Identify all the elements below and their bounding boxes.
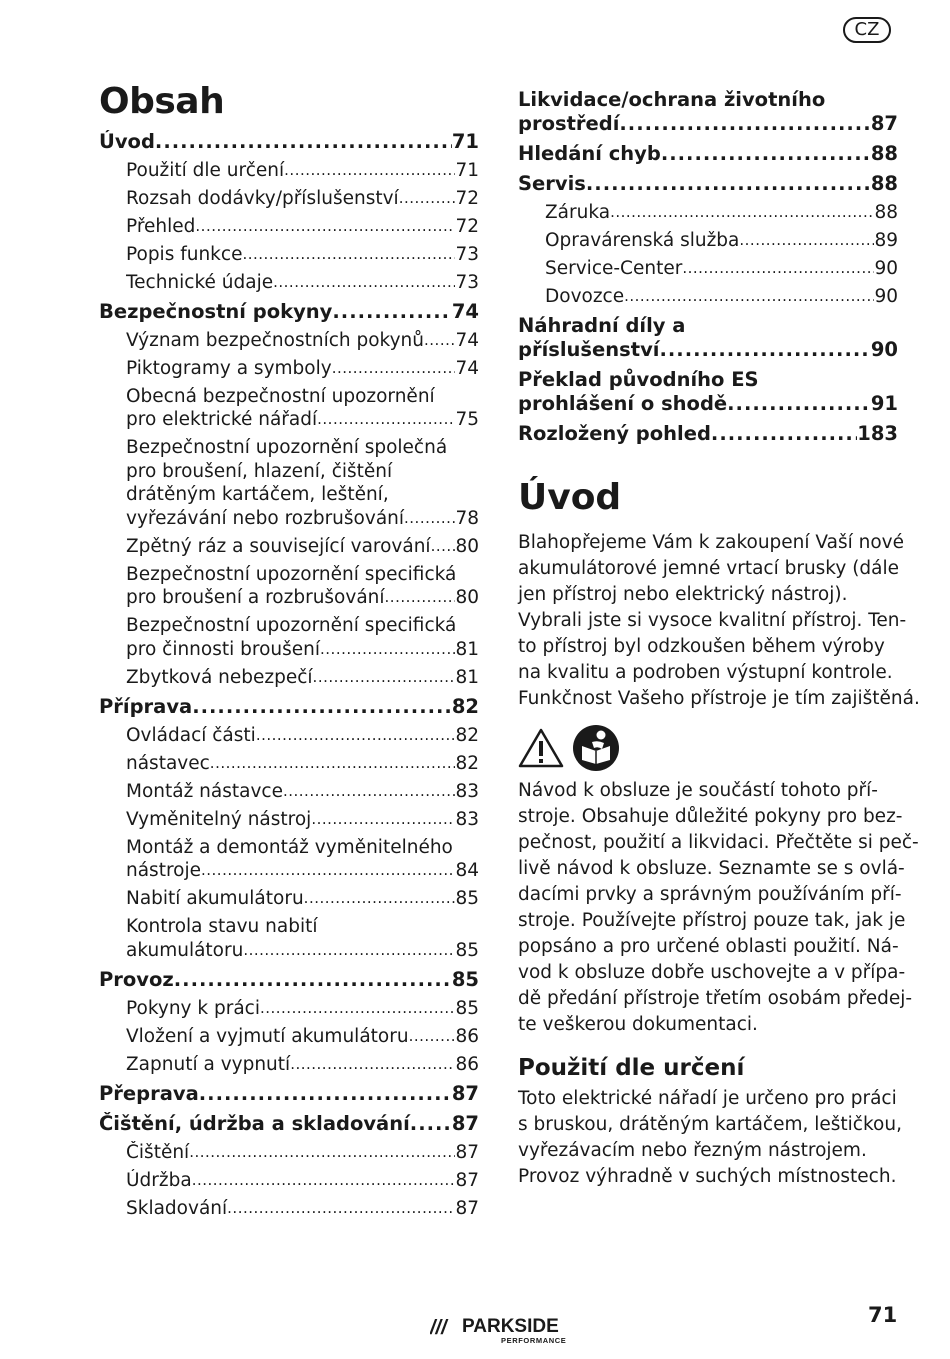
parkside-logo [430,1312,580,1346]
manual-paragraph [518,778,919,1038]
toc-entry-text: vyřezávání nebo rozbrušování [126,507,405,529]
toc-leader-dots [610,201,874,225]
page-number: 71 [868,1303,898,1327]
toc-section-entry[interactable] [518,314,898,362]
toc-entry-text: Servis [518,172,586,195]
toc-row [518,112,898,136]
toc-row [126,586,479,610]
toc-leader-dots [192,1169,456,1193]
toc-entry-text: Zbytková nebezpečí [126,666,313,688]
toc-row [99,695,479,719]
toc-leader-dots [189,1141,455,1165]
toc-entry-text: Použití dle určení [126,159,285,181]
toc-row [518,338,898,362]
toc-leader-dots [260,997,455,1021]
toc-page-number: 72 [455,215,479,237]
toc-subentry[interactable] [99,614,479,661]
toc-page-number: 87 [870,112,898,135]
toc-page-number: 91 [870,392,898,415]
toc-leader-dots [290,1053,455,1077]
toc-leader-dots [727,392,871,416]
toc-row [518,392,898,416]
text-line: pečnost, použití a likvidaci. Přečtěte si peč- [518,832,919,853]
toc-row [126,187,479,211]
toc-entry-text: Ovládací části [126,724,256,746]
toc-leader-dots [409,1025,456,1049]
toc-row [126,887,479,911]
toc-subentry[interactable] [99,1053,479,1077]
toc-page-number: 80 [455,587,479,608]
toc-entry-text: Montáž a demontáž vyměnitelného [126,836,453,858]
toc-leader-dots [199,1082,452,1106]
toc-entry-text: Zpětný ráz a související varování [126,535,431,557]
toc-page-number: 87 [455,1141,479,1163]
toc-entry-text: Bezpečnostní upozornění společná [126,437,448,458]
toc-subentry[interactable] [99,187,479,211]
toc-page-number: 86 [455,1025,479,1047]
toc-row [126,752,479,776]
toc-subentry[interactable] [99,887,479,911]
toc-entry-text: Rozložený pohled [518,422,711,445]
toc-page-number: 83 [455,808,479,830]
toc-page-number: 73 [455,243,479,265]
toc-leader-dots [711,422,857,446]
toc-entry-text: pro broušení a rozbrušování [126,587,385,608]
toc-page-number: 85 [455,939,479,961]
toc-subentry[interactable] [99,159,479,183]
intended-use-paragraph [518,1086,902,1190]
text-line: vyřezávacím nebo řezným nástrojem. [518,1140,867,1161]
toc-entry-text: pro broušení, hlazení, čištění [126,460,393,482]
text-line: vod k obsluze dobře uschovejte a v přípa- [518,962,906,983]
toc-entry-text: Piktogramy a symboly [126,357,332,379]
toc-entry-text: Úvod [99,130,155,153]
toc-page-number: 90 [870,338,898,361]
toc-row [126,329,479,353]
toc-page-number: 74 [455,357,479,379]
toc-entry-text: prohlášení o shodě [518,392,728,415]
toc-entry-text: drátěným kartáčem, leštění, [126,484,389,505]
toc-row [126,1169,479,1193]
toc-entry-text: Údržba [126,1169,192,1191]
warning-triangle-icon [518,727,564,769]
toc-leader-dots [174,968,452,992]
toc-subentry[interactable] [99,357,479,381]
toc-row [126,859,479,883]
toc-row [126,408,479,432]
toc-subentry[interactable] [99,1141,479,1165]
toc-entry-text: Bezpečnostní upozornění specifická [126,615,457,636]
toc-page-number: 86 [455,1053,479,1075]
toc-leader-dots [256,724,456,748]
toc-row [99,1112,479,1136]
text-line: to přístroj byl odzkoušen během výroby [518,636,885,657]
toc-row [545,257,898,281]
toc-page-number: 85 [451,968,479,991]
toc-subentry[interactable] [518,285,898,309]
toc-entry-text: Význam bezpečnostních pokynů [126,329,425,351]
toc-row [126,159,479,183]
toc-leader-dots [155,130,452,154]
toc-row [545,285,898,309]
toc-leader-dots [273,271,455,295]
toc-leader-dots [304,887,456,911]
toc-page-number: 87 [451,1082,479,1105]
text-line: Návod k obsluze je součástí tohoto pří- [518,780,878,801]
toc-entry-text: Obecná bezpečnostní upozornění [126,385,435,407]
logo-mark: /// [430,1317,447,1339]
text-line: dě předání přístroje třetím osobám předej- [518,988,913,1009]
toc-section-entry[interactable] [99,1112,479,1136]
toc-page-number: 89 [874,229,898,251]
toc-page-number: 88 [870,142,898,165]
toc-section-entry[interactable] [518,142,898,166]
toc-row [126,535,479,559]
logo-sub: PERFORMANCE [501,1336,567,1345]
toc-row [126,1197,479,1221]
toc-page-number: 75 [455,409,479,430]
toc-page-number: 74 [451,300,479,323]
intro-paragraph [518,530,920,712]
toc-subentry[interactable] [99,1025,479,1049]
toc-subentry[interactable] [99,666,479,690]
toc-row [126,997,479,1021]
toc-leader-dots [586,172,871,196]
toc-leader-dots [385,586,456,610]
toc-entry-text: Hledání chyb [518,142,661,165]
toc-entry-text: Bezpečnostní pokyny [99,300,333,323]
toc-row [518,172,898,196]
toc-row [518,142,898,166]
toc-row [99,1082,479,1106]
toc-page-number: 73 [455,271,479,293]
toc-row [99,300,479,324]
toc-section-entry[interactable] [518,368,898,416]
toc-leader-dots [399,187,456,211]
text-line: s bruskou, drátěným kartáčem, leštičkou, [518,1114,902,1135]
toc-row [518,422,898,446]
toc-row [545,229,898,253]
toc-entry-text: Technické údaje [126,271,274,293]
toc-leader-dots [659,338,870,362]
toc-subentry[interactable] [99,808,479,832]
toc-subentry[interactable] [99,915,479,962]
text-line: na kvalitu a podroben výstupní kontrole. [518,662,893,683]
toc-row [126,638,479,662]
toc-section-entry[interactable] [518,172,898,196]
toc-leader-dots [431,535,456,559]
toc-page-number: 87 [455,1169,479,1191]
toc-leader-dots [195,215,455,239]
text-line: livě návod k obsluze. Seznamte se s ovlá- [518,858,905,879]
toc-leader-dots [242,243,455,267]
toc-entry-text: Čištění, údržba a skladování [99,1112,410,1135]
text-line: dacími prvky a správným používáním pří- [518,884,902,905]
toc-entry-text: Rozsah dodávky/příslušenství [126,187,399,209]
toc-row [126,271,479,295]
toc-leader-dots [313,666,456,690]
intro-heading: Úvod [518,477,622,518]
toc-row [126,666,479,690]
toc-page-number: 74 [455,329,479,351]
right-column [518,82,920,1190]
toc-subentry[interactable] [518,257,898,281]
toc-entry-text: Opravárenská služba [545,229,740,251]
toc-page-number: 81 [455,666,479,688]
text-line: Blahopřejeme Vám k zakoupení Vaší nové [518,532,904,553]
toc-subentry[interactable] [99,329,479,353]
toc-subentry[interactable] [99,724,479,748]
toc-subentry[interactable] [99,215,479,239]
toc-page-number: 72 [455,187,479,209]
toc-entry-text: nástroje [126,860,201,881]
toc-list-right [518,88,898,446]
toc-row [126,780,479,804]
toc-row [126,357,479,381]
toc-row [99,130,479,154]
toc-section-entry[interactable] [99,968,479,992]
toc-row [126,1025,479,1049]
toc-leader-dots [332,357,456,381]
toc-entry-text: pro činnosti broušení [126,638,321,660]
toc-page-number: 82 [455,724,479,746]
toc-leader-dots [317,408,455,432]
toc-entry-text: Kontrola stavu nabití [126,916,318,937]
toc-leader-dots [619,112,870,136]
text-line: te veškerou dokumentaci. [518,1014,758,1035]
toc-entry-text: Příprava [99,695,193,718]
intended-use-heading: Použití dle určení [518,1055,745,1081]
toc-page-number: 90 [874,257,898,279]
toc-row [126,507,479,531]
text-line: akumulátorové jemné vrtací brusky (dále [518,558,900,579]
toc-page-number: 87 [451,1112,479,1135]
toc-entry-text: Záruka [545,201,611,223]
toc-entry-text: Popis funkce [126,243,243,265]
toc-leader-dots [210,752,456,776]
read-manual-icon [572,724,620,772]
toc-entry-text: Montáž nástavce [126,780,283,802]
toc-entry-text: Vložení a vyjmutí akumulátoru [126,1025,409,1047]
text-line: Vybrali jste si vysoce kvalitní přístroj. Ten- [518,610,907,631]
toc-leader-dots [424,329,455,353]
toc-page-number: 71 [455,159,479,181]
toc-row [545,201,898,225]
toc-row [126,1053,479,1077]
toc-entry-text: Provoz [99,968,174,991]
toc-leader-dots [284,159,455,183]
toc-leader-dots [624,285,874,309]
toc-page-number: 88 [874,201,898,223]
toc-entry-text: Bezpečnostní upozornění specifická [126,563,457,585]
toc-entry-text: akumulátoru [126,939,244,961]
toc-subentry[interactable] [518,201,898,225]
toc-entry-text: Přeprava [99,1082,199,1105]
toc-leader-dots [192,695,452,719]
toc-leader-dots [682,257,874,281]
toc-entry-text: Likvidace/ochrana životního [518,88,826,111]
text-line: Provoz výhradně v suchých místnostech. [518,1166,897,1187]
toc-entry-text: Vyměnitelný nástroj [126,808,312,830]
toc-entry-text: Překlad původního ES [518,368,759,391]
toc-subentry[interactable] [99,563,479,610]
toc-entry-text: Zapnutí a vypnutí [126,1053,291,1075]
toc-subentry[interactable] [99,780,479,804]
toc-leader-dots [227,1197,455,1221]
toc-page-number: 82 [451,695,479,718]
toc-page-number: 71 [451,130,479,153]
toc-section-entry[interactable] [99,300,479,324]
toc-page-number: 82 [455,752,479,774]
toc-entry-text: Service-Center [545,257,683,279]
toc-page-number: 88 [870,172,898,195]
toc-entry-text: Nabití akumulátoru [126,888,304,909]
toc-page-number: 78 [455,507,479,529]
text-line: Toto elektrické nářadí je určeno pro práci [518,1088,897,1109]
toc-subentry[interactable] [99,1169,479,1193]
toc-entry-text: nástavec [126,752,210,774]
toc-section-entry[interactable] [99,695,479,719]
text-line: Funkčnost Vašeho přístroje je tím zajištěná. [518,688,920,709]
toc-page-number: 90 [874,285,898,307]
toc-subentry[interactable] [99,243,479,267]
toc-entry-text: prostředí [518,112,620,135]
toc-list-left [99,130,479,1220]
language-badge: CZ [843,17,891,43]
toc-subentry[interactable] [99,1197,479,1221]
text-line: popsáno a pro určené oblasti použití. Ná- [518,936,899,957]
toc-leader-dots [320,638,455,662]
toc-entry-text: Dovozce [545,285,625,307]
toc-subentry[interactable] [518,229,898,253]
toc-entry-text: příslušenství [518,338,660,361]
toc-row [99,968,479,992]
toc-entry-text: Skladování [126,1197,228,1219]
toc-row [126,243,479,267]
toc-leader-dots [201,859,455,883]
warning-icons [518,724,898,772]
toc-entry-text: Čištění [126,1141,190,1163]
toc-row [126,1141,479,1165]
toc-leader-dots [739,229,874,253]
toc-row [126,724,479,748]
toc-page-number: 85 [455,888,479,909]
toc-left-column [99,80,479,1220]
toc-subentry[interactable] [99,436,479,530]
toc-leader-dots [661,142,871,166]
toc-page-number: 183 [857,422,898,445]
toc-leader-dots [332,300,451,324]
logo-brand: PARKSIDE [462,1316,559,1337]
toc-page-number: 83 [455,780,479,802]
toc-leader-dots [410,1112,452,1136]
toc-subentry[interactable] [99,997,479,1021]
toc-entry-text: Pokyny k práci [126,997,260,1019]
toc-subentry[interactable] [99,752,479,776]
toc-page-number: 80 [455,535,479,557]
toc-title: Obsah [99,81,225,122]
toc-leader-dots [243,939,455,963]
text-line: jen přístroj nebo elektrický nástroj). [518,584,848,605]
toc-subentry[interactable] [99,836,479,883]
toc-page-number: 85 [455,997,479,1019]
toc-leader-dots [404,507,455,531]
text-line: stroje. Používejte přístroj pouze tak, jak je [518,910,906,931]
toc-page-number: 81 [455,638,479,660]
toc-subentry[interactable] [99,385,479,432]
toc-row [126,215,479,239]
toc-row [126,939,479,963]
toc-entry-text: pro elektrické nářadí [126,409,318,430]
toc-subentry[interactable] [99,535,479,559]
toc-page-number: 84 [455,860,479,881]
text-line: stroje. Obsahuje důležité pokyny pro bez- [518,806,903,827]
toc-section-entry[interactable] [99,1082,479,1106]
toc-subentry[interactable] [99,271,479,295]
toc-row [126,808,479,832]
toc-page-number: 87 [455,1197,479,1219]
toc-leader-dots [283,780,455,804]
toc-section-entry[interactable] [99,130,479,154]
toc-entry-text: Náhradní díly a [518,314,686,337]
toc-section-entry[interactable] [518,422,898,446]
toc-section-entry[interactable] [518,88,898,136]
toc-leader-dots [311,808,455,832]
toc-entry-text: Přehled [126,215,196,237]
